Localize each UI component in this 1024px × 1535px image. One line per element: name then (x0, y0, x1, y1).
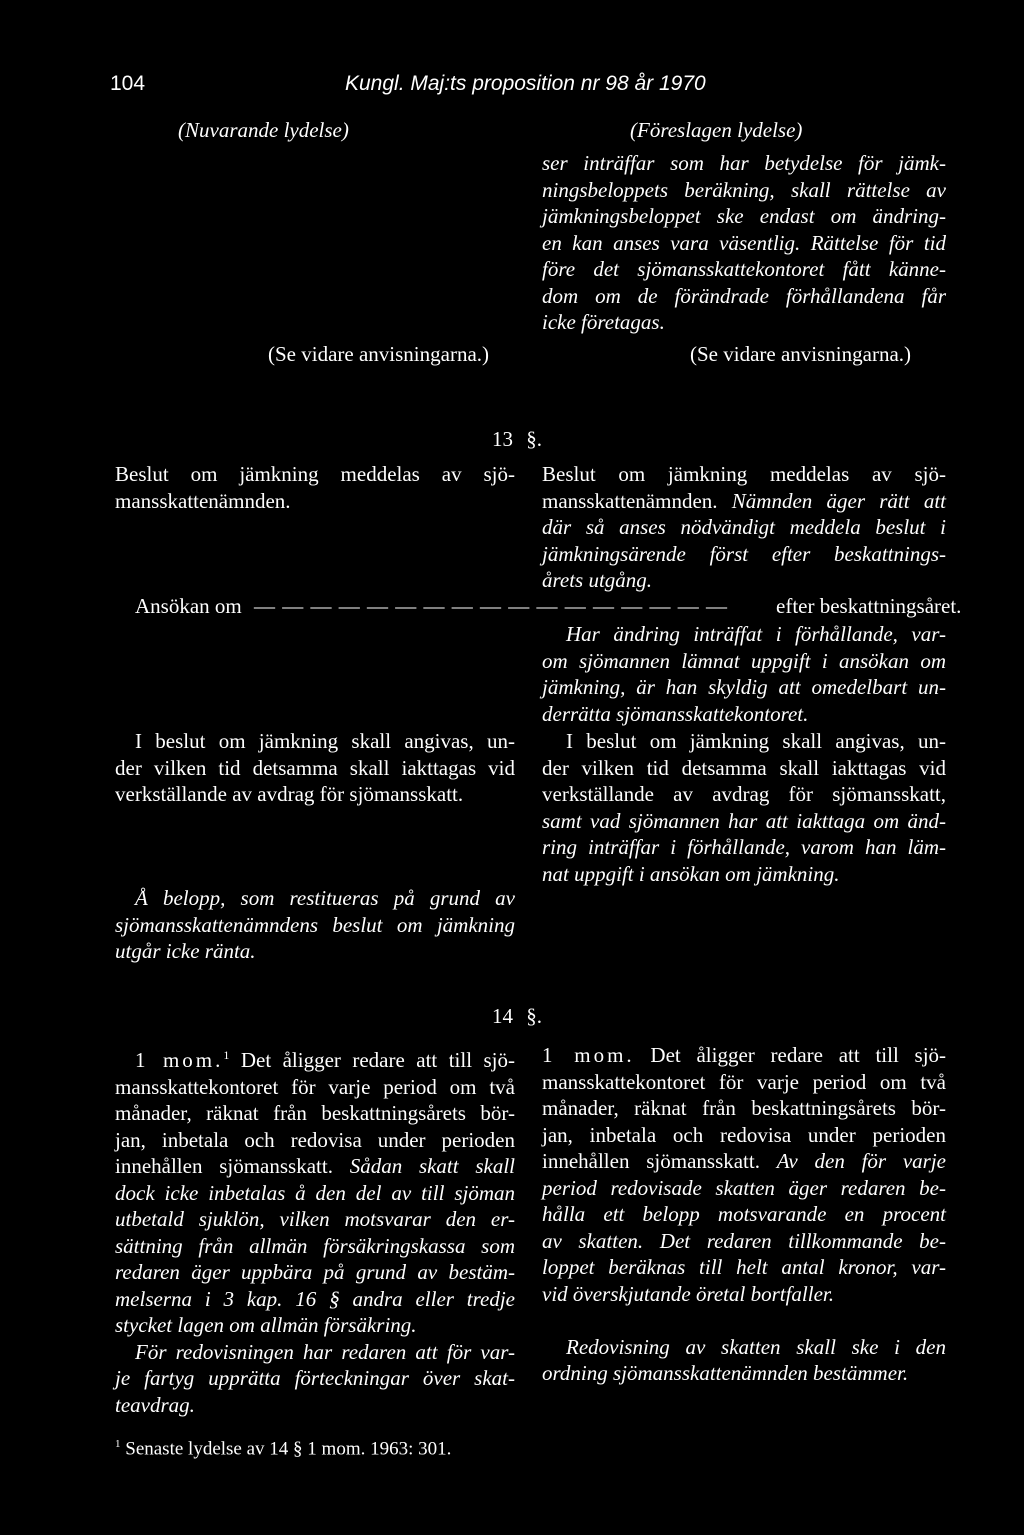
section-13-number: 13 (492, 427, 513, 451)
footnote (115, 1438, 451, 1460)
s13-right-p4: I beslut om jämkning skall angivas, un- der vilken tid detsamma skall iakttagas vid verkställande av avdrag för sjömansskatt, samt vad sjömannen har att iakttaga om änd- ring inträffar i förhållande, varom han läm- nat uppgift i ansökan om jämkning. (542, 729, 946, 886)
omission-dashes: — — — — — — — — — — — — — — — — — (254, 594, 728, 618)
s13-left-p4: I beslut om jämkning skall angivas, un- der vilken tid detsamma skall iakttagas vid verkställande av avdrag för sjömansskatt. (115, 729, 515, 806)
footnote-reference: 1 (223, 1048, 230, 1062)
s14-right-paragraph: 1 mom. Det åligger redare att till sjö- mansskattekontoret för varje period om två månader, räknat från beskattningsårets bör- jan, inbetala och redovisa under perioden innehållen sjömansskatt. Av den för varje period redovisade skatten äger redaren be- hålla ett belopp motsvarande en procent av skatten. Det redaren tillkommande be- loppet beräknas till helt antal kronor, var- vid överskjutande öretal bortfaller. Redovisning av skatten skall ske i den ordning sjömansskattenämnden bestämmer. (542, 1043, 947, 1385)
left-column-heading: (Nuvarande lydelse) (178, 118, 349, 142)
page-number: 104 (110, 72, 146, 95)
mom-label: 1 mom. (542, 1043, 635, 1067)
running-title: Kungl. Maj:ts proposition nr 98 år 1970 (345, 72, 706, 95)
s13-right-p1: Beslut om jämkning meddelas av sjö- mansskattenämnden. Nämnden äger rätt att där så anses nödvändigt meddela beslut i jämkningsärende först efter beskattnings- årets utgång. (542, 462, 947, 592)
s12-left-reference: (Se vidare anvisningarna.) (268, 342, 490, 366)
section-13-heading (492, 427, 542, 452)
footnote-mark: 1 (115, 1438, 121, 1450)
s13-left-p1: Beslut om jämkning meddelas av sjö- mansskattenämnden. (115, 462, 515, 513)
s14-left-paragraph: 1 mom.$^1$ Det åligger redare att till sjö- mansskattekontoret för varje period om två månader, räknat från beskattningsårets bör- jan, inbetala och redovisa under perioden innehållen sjömansskatt. Sådan skatt skall dock icke inbetalas å den del av till sjöman utbetald sjuklön, vilken motsvarar den er- sättning från allmän försäkringskassa som redaren äger uppbära på grund av bestäm- melserna i 3 kap. 16 § andra eller tredje stycket lagen om allmän försäkring. För redovisningen har redaren att för var- je fartyg upprätta förteckningar över skat- teavdrag. (115, 1048, 516, 1417)
section-14-number: 14 (492, 1004, 513, 1028)
section-14-heading (492, 1004, 542, 1029)
section-symbol: §. (526, 1004, 542, 1028)
section-symbol: §. (526, 427, 542, 451)
s13-left-p5: Å belopp, som restitueras på grund av sjömansskattenämndens beslut om jämkning utgår icke ränta. (115, 886, 515, 963)
footnote-text: Senaste lydelse av 14 § 1 mom. 1963: 301. (125, 1438, 452, 1460)
ansokan-start: Ansökan om (135, 594, 242, 618)
s12-right-paragraph: ser inträffar som har betydelse för jämk- ningsbeloppets beräkning, skall rättelse av jämkningsbeloppet ske endast om ändring- en kan anses vara väsentlig. Rättelse för tid före det sjömansskattekontoret fått känne- dom om de förändrade förhållandena får icke företagas. (542, 151, 946, 334)
ansokan-end: efter beskattningsåret. (776, 594, 962, 618)
right-column-heading: (Föreslagen lydelse) (630, 118, 803, 142)
s13-right-p3: Har ändring inträffat i förhållande, var- om sjömannen lämnat uppgift i ansökan om jämkning, är han skyldig att omedelbart un- derrätta sjömansskattekontoret. (542, 622, 946, 726)
mom-label: 1 mom. (135, 1048, 224, 1072)
s12-right-reference: (Se vidare anvisningarna.) (690, 342, 912, 366)
